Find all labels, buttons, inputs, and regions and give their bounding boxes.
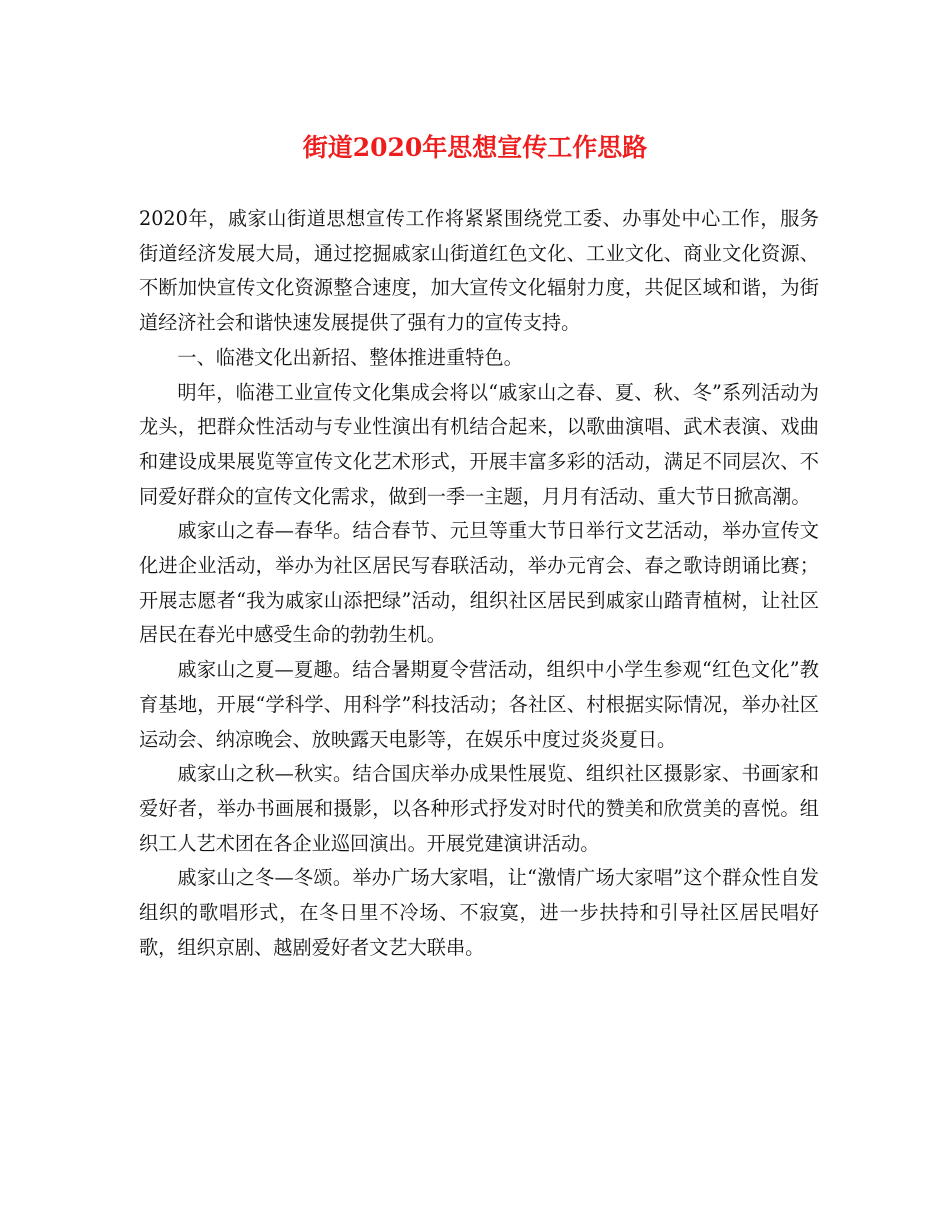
- paragraph-winter: 戚家山之冬—冬颂。举办广场大家唱，让“激情广场大家唱”这个群众性自发组织的歌唱形式，在冬日里不冷场、不寂寞，进一步扶持和引导社区居民唱好歌，组织京剧、越剧爱好者文艺大联串。: [139, 866, 819, 959]
- document-body: [139, 202, 819, 965]
- paragraph-summer: 戚家山之夏—夏趣。结合暑期夏令营活动，组织中小学生参观“红色文化”教育基地，开展“学科学、用科学”科技活动；各社区、村根据实际情况，举办社区运动会、纳凉晚会、放映露天电影等，在娱乐中度过炎炎夏日。: [139, 658, 819, 751]
- paragraph-intro: 2020年，戚家山街道思想宣传工作将紧紧围绕党工委、办事处中心工作，服务街道经济发展大局，通过挖掘戚家山街道红色文化、工业文化、商业文化资源、不断加快宣传文化资源整合速度，加大宣传文化辐射力度，共促区域和谐，为街道经济社会和谐快速发展提供了强有力的宣传支持。: [139, 207, 819, 335]
- paragraph-spring: 戚家山之春—春华。结合春节、元旦等重大节日举行文艺活动，举办宣传文化进企业活动，举办为社区居民写春联活动，举办元宵会、春之歌诗朗诵比赛；开展志愿者“我为戚家山添把绿”活动，组织社区居民到戚家山踏青植树，让社区居民在春光中感受生命的勃勃生机。: [139, 519, 819, 647]
- paragraph-autumn: 戚家山之秋—秋实。结合国庆举办成果性展览、组织社区摄影家、书画家和爱好者，举办书画展和摄影，以各种形式抒发对时代的赞美和欣赏美的喜悦。组织工人艺术团在各企业巡回演出。开展党建演讲活动。: [139, 762, 819, 855]
- document-title: 街道2020年思想宣传工作思路: [302, 133, 648, 162]
- paragraph-plan: 明年，临港工业宣传文化集成会将以“戚家山之春、夏、秋、冬”系列活动为龙头，把群众性活动与专业性演出有机结合起来，以歌曲演唱、武术表演、戏曲和建设成果展览等宣传文化艺术形式，开展丰富多彩的活动，满足不同层次、不同爱好群众的宣传文化需求，做到一季一主题，月月有活动、重大节日掀高潮。: [139, 380, 819, 508]
- paragraph-heading-1: 一、临港文化出新招、整体推进重特色。: [177, 345, 523, 369]
